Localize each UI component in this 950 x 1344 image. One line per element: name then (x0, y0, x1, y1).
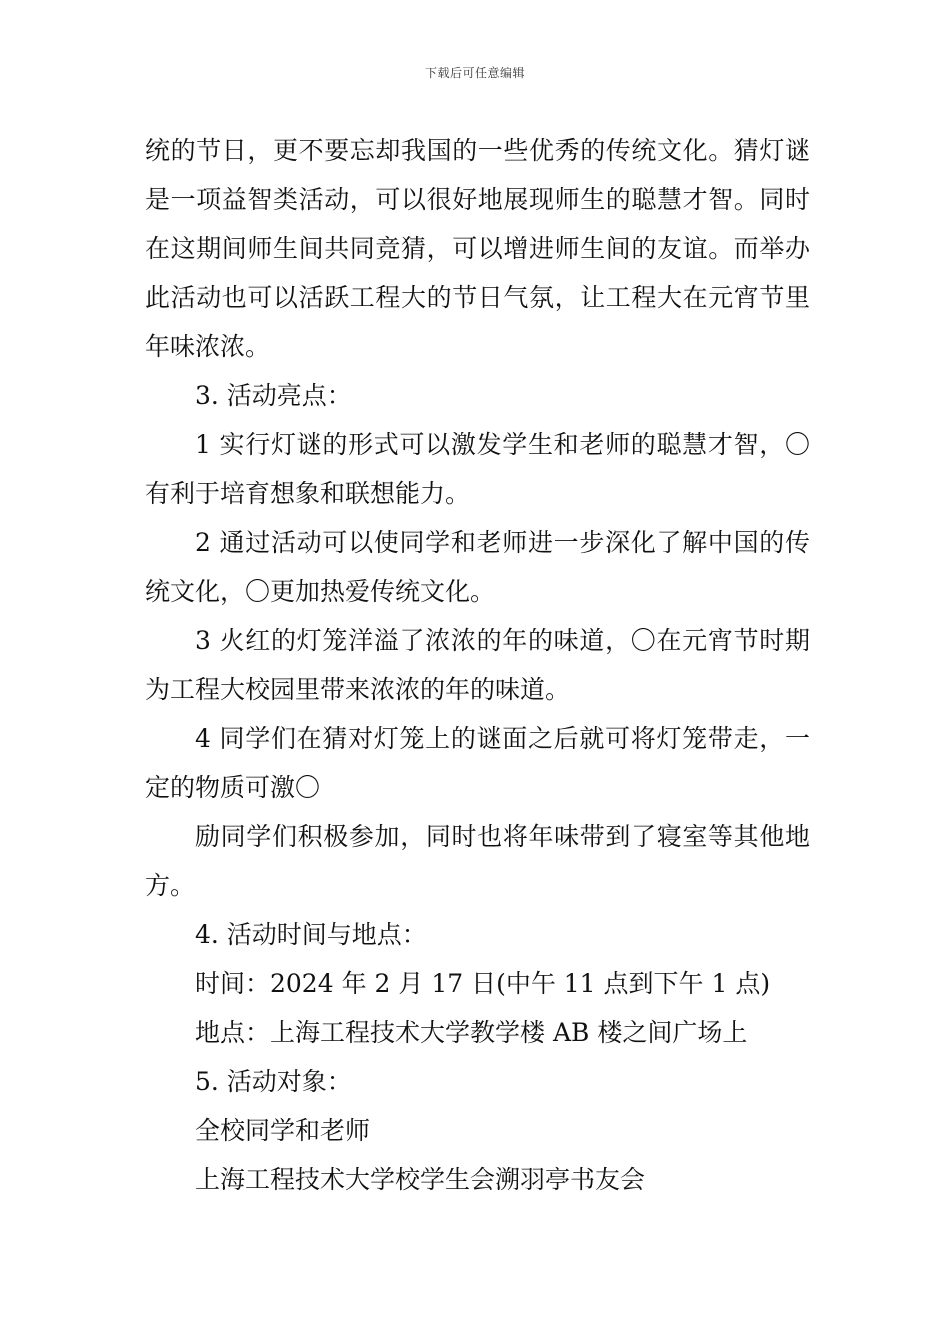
paragraph-intro-continuation: 统的节日，更不要忘却我国的一些优秀的传统文化。猜灯谜是一项益智类活动，可以很好地展现师生的聪慧才智。同时在这期间师生间共同竞猜，可以增进师生间的友谊。而举办此活动也可以活跃工程大的节日气氛，让工程大在元宵节里年味浓浓。 (145, 136, 810, 361)
highlight-item-1: 1 实行灯谜的形式可以激发学生和老师的聪慧才智，〇有利于培育想象和联想能力。 (145, 430, 810, 508)
highlight-item-4-continued: 励同学们积极参加，同时也将年味带到了寝室等其他地方。 (145, 822, 810, 900)
heading-activity-highlights: 3. 活动亮点： (195, 381, 352, 410)
document-body (145, 126, 810, 1204)
highlight-item-3: 3 火红的灯笼洋溢了浓浓的年的味道，〇在元宵节时期为工程大校园里带来浓浓的年的味道。 (145, 626, 810, 704)
organizer: 上海工程技术大学校学生会溯羽亭书友会 (195, 1165, 646, 1194)
heading-time-and-location: 4. 活动时间与地点： (195, 920, 427, 949)
highlight-item-2: 2 通过活动可以使同学和老师进一步深化了解中国的传统文化，〇更加热爱传统文化。 (145, 528, 810, 606)
target-audience: 全校同学和老师 (195, 1116, 371, 1145)
page-header: 下载后可任意编辑 (424, 66, 525, 80)
activity-time: 时间：2024 年 2 月 17 日(中午 11 点到下午 1 点) (195, 969, 771, 998)
heading-target-audience: 5. 活动对象： (195, 1067, 352, 1096)
activity-location: 地点：上海工程技术大学教学楼 AB 楼之间广场上 (195, 1018, 748, 1047)
highlight-item-4: 4 同学们在猜对灯笼上的谜面之后就可将灯笼带走，一定的物质可激〇 (145, 724, 810, 802)
